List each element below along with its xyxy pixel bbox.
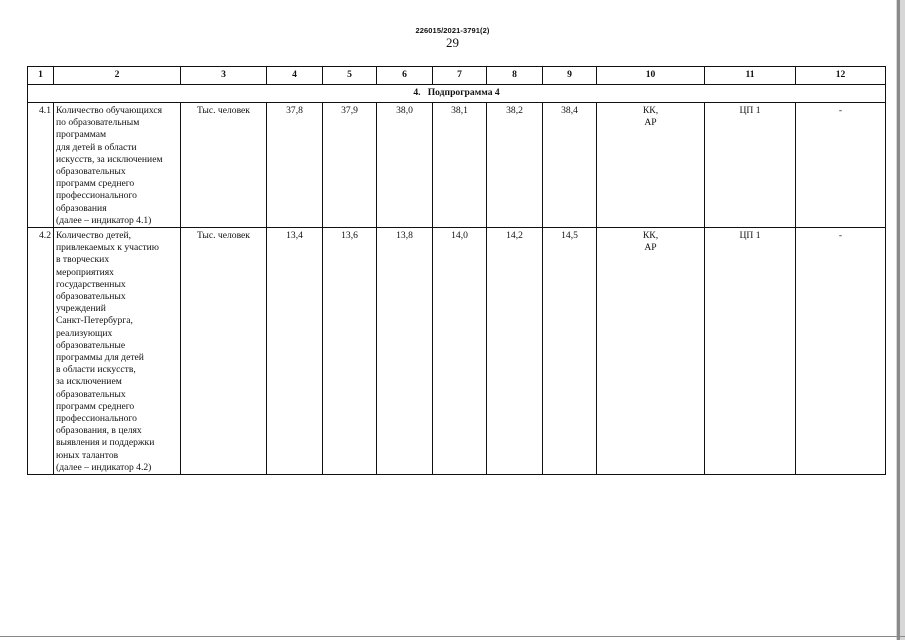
source-cell: КК, АР [597,103,705,228]
section-row [28,85,886,103]
scan-bottom-line [0,636,905,637]
row-id: 4.1 [28,103,54,228]
column-header: 5 [323,67,377,85]
column-header: 12 [796,67,886,85]
page-number: 29 [446,35,459,50]
value-cell: 38,2 [487,103,543,228]
source-cell: КК, АР [597,228,705,475]
value-cell: 13,8 [377,228,433,475]
value-cell: 38,1 [433,103,487,228]
value-cell: 14,0 [433,228,487,475]
value-cell: 14,5 [543,228,597,475]
scan-edge [896,0,905,640]
column-header: 1 [28,67,54,85]
column-header: 3 [181,67,267,85]
column-header: 10 [597,67,705,85]
document-id: 226015/2021-3791(2) [415,26,490,35]
note-cell: - [796,103,886,228]
column-header: 2 [54,67,181,85]
value-cell: 37,9 [323,103,377,228]
value-cell: 37,8 [267,103,323,228]
column-number-row [28,67,886,85]
value-cell: 13,6 [323,228,377,475]
scan-edge-band [897,0,900,640]
value-cell: 13,4 [267,228,323,475]
section-title: 4. Подпрограмма 4 [28,85,886,103]
indicator-name: Количество детей, привлекаемых к участию в творческих мероприятиях государственных образовательных учреждений Санкт-Петербурга, реализующих образовательные программы для детей в области искусств, за исключением образовательных программ среднего профессионального образования, в целях выявления и поддержки юных талантов (далее – индикатор 4.2) [54,228,181,475]
value-cell: 38,4 [543,103,597,228]
value-cell: 38,0 [377,103,433,228]
column-header: 9 [543,67,597,85]
indicator-name: Количество обучающихся по образовательным программам для детей в области искусств, за исключением образовательных программ среднего профессионального образования (далее – индикатор 4.1) [54,103,181,228]
table-row [28,228,886,475]
table-row [28,103,886,228]
column-header: 8 [487,67,543,85]
column-header: 11 [705,67,796,85]
unit-cell: Тыс. человек [181,103,267,228]
column-header: 7 [433,67,487,85]
goal-cell: ЦП 1 [705,228,796,475]
goal-cell: ЦП 1 [705,103,796,228]
column-header: 6 [377,67,433,85]
unit-cell: Тыс. человек [181,228,267,475]
column-header: 4 [267,67,323,85]
row-id: 4.2 [28,228,54,475]
indicators-table [27,66,886,475]
note-cell: - [796,228,886,475]
value-cell: 14,2 [487,228,543,475]
